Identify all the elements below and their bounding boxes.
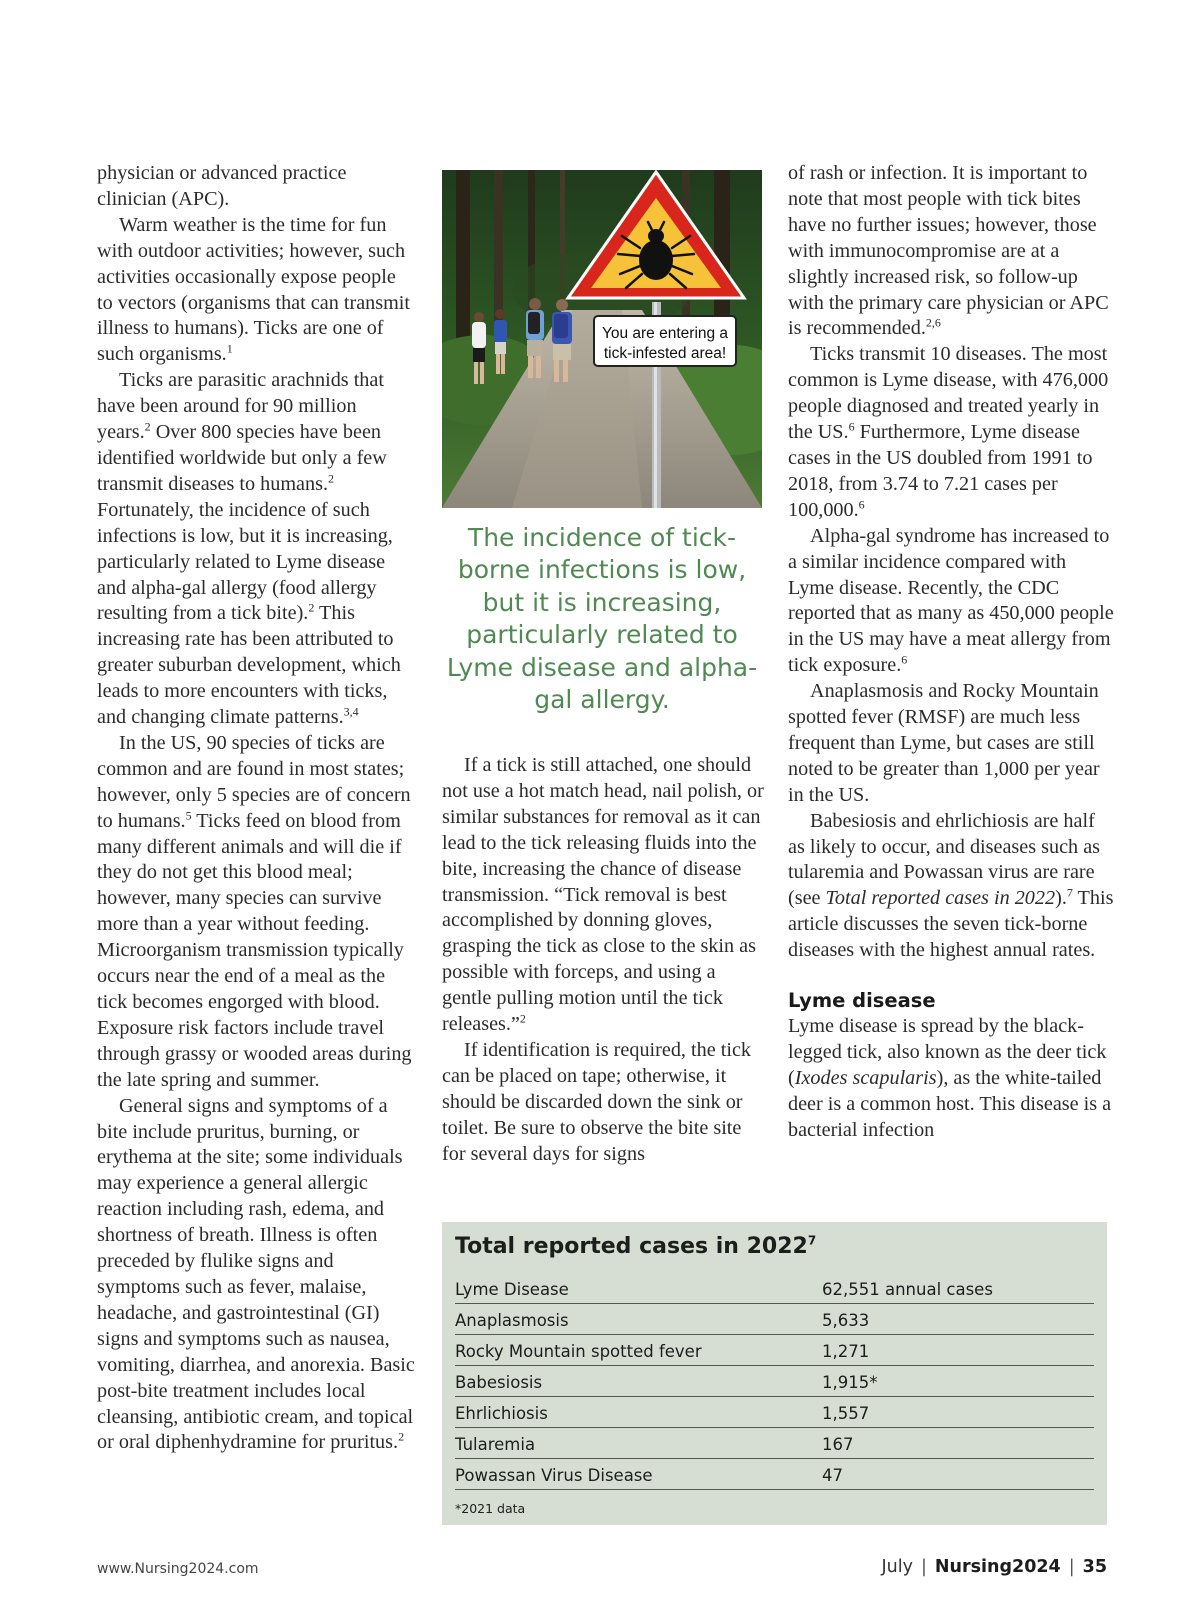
case-count: 1,271 bbox=[822, 1334, 1094, 1365]
disease-name: Powassan Virus Disease bbox=[455, 1458, 822, 1489]
disease-name: Anaplasmosis bbox=[455, 1303, 822, 1334]
footer-url: www.Nursing2024.com bbox=[97, 1561, 259, 1577]
page-number: 35 bbox=[1082, 1557, 1107, 1577]
footer-separator: | bbox=[1068, 1557, 1075, 1577]
disease-name: Ehrlichiosis bbox=[455, 1396, 822, 1427]
case-count: 167 bbox=[822, 1427, 1094, 1458]
table-row bbox=[455, 1396, 1094, 1427]
table-row bbox=[455, 1427, 1094, 1458]
article-column-1 bbox=[97, 161, 415, 1456]
footer-magazine: Nursing2024 bbox=[934, 1557, 1061, 1577]
case-count: 1,557 bbox=[822, 1396, 1094, 1427]
disease-name: Rocky Mountain spotted fever bbox=[455, 1334, 822, 1365]
tick-warning-photo bbox=[442, 170, 762, 508]
paragraph: Ticks are parasitic arachnids that have been around for 90 million years.$^2$ Over 800 species have been identified worldwide but only a few transmit diseases to humans.$^2$ Fortunately, the incidence of such infections is low, but it is increasing, particularly related to Lyme disease and alpha-gal allergy (food allergy resulting from a tick bite).$^2$ This increasing rate has been attributed to greater suburban development, which leads to more encounters with ticks, and changing climate patterns.$^{3,4}$ bbox=[97, 369, 401, 729]
table-footnote: *2021 data bbox=[455, 1500, 526, 1516]
paragraph: In the US, 90 species of ticks are common and are found in most states; however, only 5 species are of concern to humans.$^5$ Ticks feed on blood from many different animals and will die if they do not get this blood meal; however, many species can survive more than a year without feeding. Microorganism transmission typically occurs near the end of a meal as the tick becomes engorged with blood. Exposure risk factors include travel through grassy or wooded areas during the late spring and summer. bbox=[97, 731, 412, 1091]
citation: 1 bbox=[226, 341, 233, 356]
citation: 6 bbox=[848, 419, 855, 434]
citation: 2 bbox=[328, 471, 335, 486]
paragraph: Alpha-gal syndrome has increased to a similar incidence compared with Lyme disease. Recently, the CDC reported that as many as 450,000 people in the US may have a meat allergy from tick exposure.$^6$ bbox=[788, 524, 1114, 677]
citation: 2 bbox=[144, 419, 151, 434]
case-count: 5,633 bbox=[822, 1303, 1094, 1334]
case-count: 1,915* bbox=[822, 1365, 1094, 1396]
article-column-2 bbox=[442, 753, 764, 1168]
sign-text-line-2: tick-infested area! bbox=[603, 345, 727, 362]
table-row bbox=[455, 1458, 1094, 1489]
paragraph: If identification is required, the tick can be placed on tape; otherwise, it should be discarded down the sink or toilet. Be sure to observe the bite site for several days for signs bbox=[442, 1038, 752, 1165]
footer-folio bbox=[882, 1557, 1108, 1577]
paragraph: Babesiosis and ehrlichiosis are half as likely to occur, and diseases such as tularemia and Powassan virus are rare (see Total reported cases in 2022).$^7$ This article discusses the seven tick-borne diseases with the highest annual rates. bbox=[788, 809, 1114, 962]
citation: 6 bbox=[901, 652, 908, 667]
section-heading: Lyme disease bbox=[788, 989, 936, 1013]
citation: 2 bbox=[519, 1011, 526, 1026]
citation: 3,4 bbox=[343, 704, 359, 719]
case-count: 62,551 annual cases bbox=[822, 1272, 1094, 1303]
case-count: 47 bbox=[822, 1458, 1094, 1489]
sign-text-line-1: You are entering a bbox=[601, 325, 729, 342]
citation: 7 bbox=[1066, 885, 1073, 900]
cases-table bbox=[455, 1272, 1094, 1490]
forest-path-illustration bbox=[442, 170, 762, 508]
paragraph: of rash or infection. It is important to note that most people with tick bites have no further issues; however, those with immunocompromise are at a slightly increased risk, so follow-up with the primary care physician or APC is recommended.$^{2,6}$ bbox=[788, 162, 1109, 340]
table-row bbox=[455, 1303, 1094, 1334]
footer-month: July bbox=[881, 1557, 913, 1577]
citation: 2 bbox=[308, 600, 315, 615]
paragraph: physician or advanced practice clinician (APC). bbox=[97, 162, 347, 210]
pull-quote: The incidence of tick-borne infections is low, but it is increasing, particularly related to Lyme disease and alpha-gal allergy. bbox=[446, 523, 758, 715]
table-row bbox=[455, 1334, 1094, 1365]
paragraph: If a tick is still attached, one should not use a hot match head, nail polish, or similar substances for removal as it can lead to the tick releasing fluids into the bite, increasing the chance of disease transmission. “Tick removal is best accomplished by donning gloves, grasping the tick as close to the skin as possible with forceps, and using a gentle pulling motion until the tick releases.”$^2$ bbox=[442, 754, 764, 1036]
disease-name: Tularemia bbox=[455, 1427, 822, 1458]
article-column-3 bbox=[788, 161, 1114, 1144]
citation: 5 bbox=[185, 807, 192, 822]
reported-cases-sidebar bbox=[442, 1222, 1107, 1525]
citation: 2 bbox=[398, 1429, 405, 1444]
table-title: Total reported cases in 2022$^7$ bbox=[455, 1233, 817, 1259]
paragraph: Anaplasmosis and Rocky Mountain spotted fever (RMSF) are much less frequent than Lyme, but cases are still noted to be greater than 1,000 per year in the US. bbox=[788, 680, 1100, 806]
table-row bbox=[455, 1365, 1094, 1396]
citation: 2,6 bbox=[925, 315, 941, 330]
footer-separator: | bbox=[920, 1557, 927, 1577]
paragraph: Lyme disease is spread by the black-legged tick, also known as the deer tick (Ixodes scapularis), as the white-tailed deer is a common host. This disease is a bacterial infection bbox=[788, 1015, 1112, 1141]
disease-name: Lyme Disease bbox=[455, 1272, 822, 1303]
citation: 6 bbox=[858, 497, 865, 512]
paragraph: Ticks transmit 10 diseases. The most common is Lyme disease, with 476,000 people diagnosed and treated yearly in the US.$^6$ Furthermore, Lyme disease cases in the US doubled from 1991 to 2018, from 3.74 to 7.21 cases per 100,000.$^6$ bbox=[788, 343, 1109, 521]
paragraph: General signs and symptoms of a bite include pruritus, burning, or erythema at the site; some individuals may experience a general allergic reaction including rash, edema, and shortness of breath. Illness is often preceded by flulike signs and symptoms such as fever, malaise, headache, and gastrointestinal (GI) signs and symptoms such as nausea, vomiting, diarrhea, and anorexia. Basic post-bite treatment includes local cleansing, antibiotic cream, and topical or oral diphenhydramine for pruritus.$^2$ bbox=[97, 1094, 415, 1454]
disease-name: Babesiosis bbox=[455, 1365, 822, 1396]
table-row bbox=[455, 1272, 1094, 1303]
paragraph: Warm weather is the time for fun with outdoor activities; however, such activities occasionally expose people to vectors (organisms that can transmit illness to humans). Ticks are one of such organisms.$^1$ bbox=[97, 213, 411, 366]
